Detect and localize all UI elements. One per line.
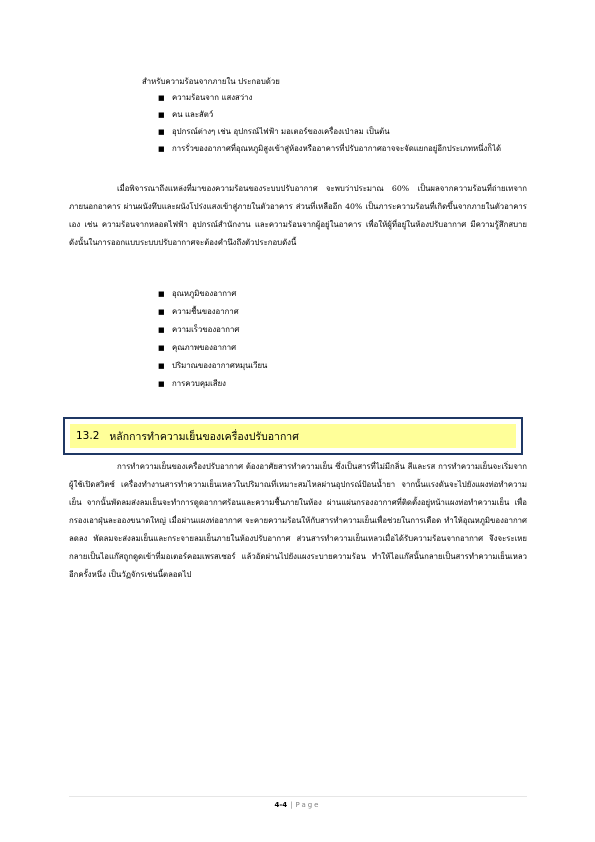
section-heading <box>63 417 523 455</box>
list-item: ■ ความชื้นของอากาศ <box>158 306 458 318</box>
list-item: ■ คุณภาพของอากาศ <box>158 342 458 354</box>
cooling-principle-paragraph: การทำความเย็นของเครื่องปรับอากาศ ต้องอาศัยสารทำความเย็น ซึ่งเป็นสารที่ไม่มีกลิ่น สีและรส การทำความเย็นจะเริ่มจากผู้ใช้เปิดสวิตซ์ เครื่องทำงานสารทำความเย็นเหลวในปริมาณที่เหมาะสมไหลผ่านอุปกรณ์ป้อนน้ำยา จากนั้นแรงดันจะไปยังแผงท่อทำความเย็น จากนั้นพัดลมส่งลมเย็นจะทำการดูดอากาศร้อนและความชื้นภายในห้อง ผ่านแผ่นกรองอากาศที่ติดตั้งอยู่หน้าแผงท่อทำความเย็น เพื่อกรองเอาฝุ่นละอองขนาดใหญ่ เมื่อผ่านแผงท่ออากาศ จะคายความร้อนให้กับสารทำความเย็นเพื่อช่วยในการเดือด ทำให้อุณหภูมิของอากาศลดลง พัดลมจะส่งลมเย็นและกระจายลมเย็นภายในห้องปรับอากาศ ส่วนสารทำความเย็นเหลวเมื่อได้รับความร้อนจากอากาศ จึงจะระเหยกลายเป็นไอแก๊สถูกดูดเข้าที่มอเตอร์คอมเพรสเซอร์ แล้วอัดผ่านไปยังแผงระบายความร้อน ทำให้ไอแก๊สนั้นกลายเป็นสารทำความเย็นเหลวอีกครั้งหนึ่ง เป็นวัฏจักรเช่นนี้ตลอดไป <box>69 462 527 579</box>
section-number: 13.2 <box>76 430 100 442</box>
list-item: ■ ความเร็วของอากาศ <box>158 324 458 336</box>
list-item: ■ การควบคุมเสียง <box>158 378 458 390</box>
section-heading-fill <box>70 424 516 448</box>
section-title: หลักการทำความเย็นของเครื่องปรับอากาศ <box>109 430 299 443</box>
list-item: ■ คน และสัตว์ <box>158 109 530 121</box>
internal-heat-intro: สำหรับความร้อนจากภายใน ประกอบด้วย <box>142 77 280 86</box>
list-item: ■ อุปกรณ์ต่างๆ เช่น อุปกรณ์ไฟฟ้า มอเตอร์ของเครื่องเป่าลม เป็นต้น <box>158 126 530 138</box>
comfort-factors-list <box>158 288 458 396</box>
list-item: ■ การรั่วของอากาศที่อุณหภูมิสูงเข้าสู่ห้องหรืออาคารที่ปรับอากาศอาจจะจัดแยกอยู่อีกประเภทหนึ่งก็ได้ <box>158 143 530 155</box>
list-item: ■ ความร้อนจาก แสงสว่าง <box>158 92 530 104</box>
page-footer <box>0 801 595 809</box>
page-label: Page <box>295 801 321 809</box>
heat-source-paragraph: เมื่อพิจารณาถึงแหล่งที่มาของความร้อนของระบบปรับอากาศ จะพบว่าประมาณ 60% เป็นผลจากความร้อนที่ถ่ายเทจากภายนอกอาคาร ผ่านผนังทึบและผนังโปร่งแสงเข้าสู่ภายในตัวอาคาร ส่วนที่เหลืออีก 40% เป็นภาระความร้อนที่เกิดขึ้นจากภายในตัวอาคารเอง เช่น ความร้อนจากหลอดไฟฟ้า อุปกรณ์สำนักงาน และความร้อนจากผู้อยู่ในอาคาร เพื่อให้ผู้ที่อยู่ในห้องปรับอากาศ มีความรู้สึกสบาย ดังนั้นในการออกแบบระบบปรับอากาศจะต้องคำนึงถึงตัวประกอบดังนี้ <box>69 184 527 247</box>
list-item: ■ อุณหภูมิของอากาศ <box>158 288 458 300</box>
list-item: ■ ปริมาณของอากาศหมุนเวียน <box>158 360 458 372</box>
internal-heat-list <box>158 92 530 160</box>
footer-divider <box>69 796 527 797</box>
footer-separator: | <box>290 801 293 809</box>
page-number: 4-4 <box>274 801 288 809</box>
